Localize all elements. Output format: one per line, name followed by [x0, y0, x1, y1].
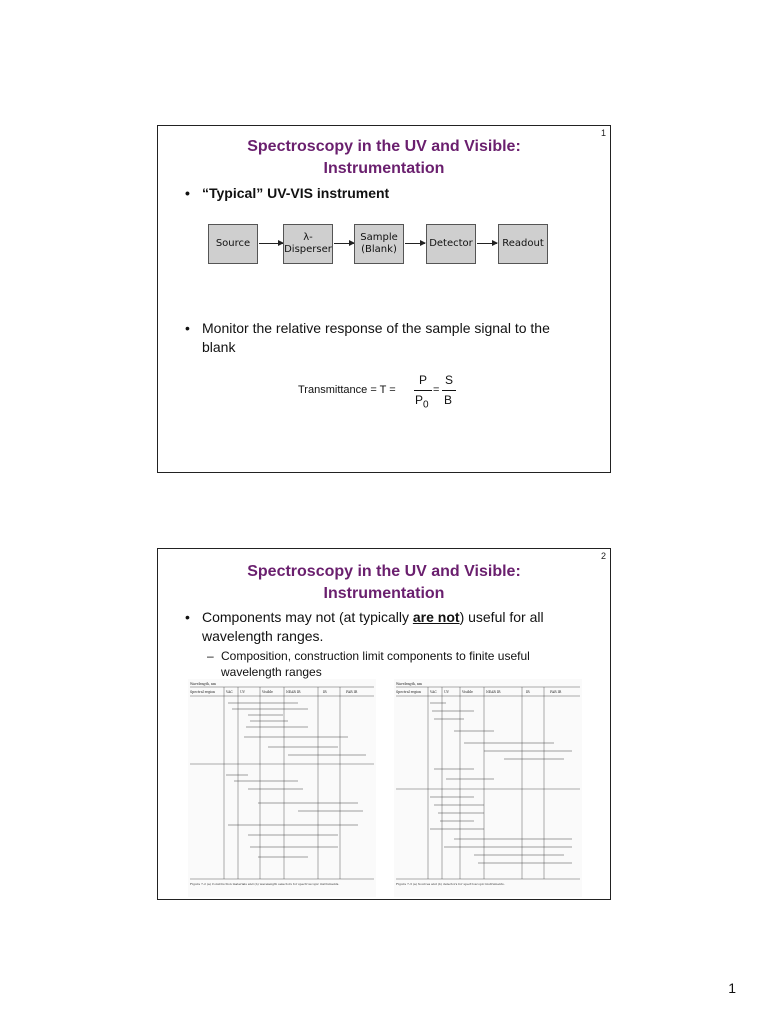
arrow-icon: [405, 243, 425, 244]
region-ir: IR: [323, 690, 327, 694]
region-far-ir: FAR IR: [346, 690, 358, 694]
equation-equals: =: [433, 384, 440, 396]
bullet-components: [185, 608, 544, 646]
readout-label: Readout: [502, 238, 544, 249]
slide-title-line-1: Spectroscopy in the UV and Visible:: [247, 563, 521, 580]
spectral-region-label: Spectral region: [396, 690, 422, 694]
sample-box: [354, 224, 404, 264]
source-box: [208, 224, 258, 264]
figure-caption: Figure 7-3 (a) Sources and (b) detectors for spectroscopic instruments.: [396, 882, 505, 886]
arrow-icon: [334, 243, 354, 244]
bullet-text: “Typical” UV-VIS instrument: [202, 185, 390, 201]
arrow-icon: [477, 243, 497, 244]
slide-number: 2: [600, 551, 606, 561]
disperser-label-line-2: Disperser: [284, 244, 332, 255]
bullet-text-line-1: Monitor the relative response of the sample signal to the: [202, 320, 550, 336]
slide-title-line-2: Instrumentation: [323, 585, 445, 602]
materials-selectors-diagram: [188, 679, 376, 897]
page-number: 1: [728, 980, 736, 996]
detector-label: Detector: [429, 238, 473, 249]
region-vac: VAC: [430, 690, 437, 694]
sub-bullet-composition: [207, 648, 530, 680]
disperser-label-line-1: λ-: [303, 232, 313, 243]
sub-bullet-line-1: Composition, construction limit components to finite useful: [221, 649, 530, 663]
denominator-subscript: 0: [423, 399, 429, 411]
slide-1: [157, 125, 611, 473]
readout-box: [498, 224, 548, 264]
figure-caption: Figure 7-2 (a) Construction materials and (b) wavelength selectors for spectroscopic instruments.: [190, 882, 340, 886]
sources-detectors-diagram: [394, 679, 582, 897]
sample-label-line-1: Sample: [360, 232, 398, 243]
bullet-text-post: ) useful for all: [459, 609, 544, 625]
bullet-dot: •: [185, 320, 190, 336]
dash: –: [207, 649, 214, 663]
equation-denominator-b: B: [444, 393, 453, 407]
equation-numerator-p: P: [419, 373, 428, 387]
sources-detectors-figure: [394, 679, 582, 897]
region-visible: Visible: [262, 690, 273, 694]
equation-numerator-s: S: [445, 373, 454, 387]
slide-title: [158, 136, 610, 180]
fraction-bar: [414, 390, 432, 391]
equation-denominator-p0: [415, 393, 429, 410]
region-uv: UV: [444, 690, 449, 694]
bullet-dot: •: [185, 609, 190, 625]
disperser-box: [283, 224, 333, 264]
region-uv: UV: [240, 690, 245, 694]
slide-number: 1: [600, 128, 606, 138]
region-ir: IR: [526, 690, 530, 694]
spectral-region-label: Spectral region: [190, 690, 216, 694]
bullet-monitor-response: [185, 319, 550, 357]
fraction-bar: [442, 390, 456, 391]
slide-title-line-1: Spectroscopy in the UV and Visible:: [247, 138, 521, 155]
bullet-dot: •: [185, 185, 190, 201]
sub-bullet-line-2: wavelength ranges: [221, 665, 322, 679]
detector-box: [426, 224, 476, 264]
slide-title: [158, 561, 610, 605]
arrow-icon: [259, 243, 283, 244]
region-visible: Visible: [462, 690, 473, 694]
bullet-text-line-2: blank: [202, 339, 236, 355]
sample-label-line-2: (Blank): [361, 244, 397, 255]
wavelength-axis-label: Wavelength, nm: [190, 682, 217, 686]
wavelength-axis-label: Wavelength, nm: [396, 682, 423, 686]
bullet-typical-instrument: [185, 184, 390, 203]
region-near-ir: NEAR IR: [286, 690, 301, 694]
slide-title-line-2: Instrumentation: [323, 160, 445, 177]
equation-lhs: Transmittance = T =: [298, 384, 396, 396]
materials-selectors-figure: [188, 679, 376, 897]
bullet-text-pre: Components may not (at typically: [202, 609, 413, 625]
bullet-emphasis: are not: [412, 609, 460, 625]
source-label: Source: [215, 238, 251, 249]
region-vac: VAC: [226, 690, 233, 694]
region-far-ir: FAR IR: [550, 690, 562, 694]
denominator-p: P: [415, 393, 424, 407]
region-near-ir: NEAR IR: [486, 690, 501, 694]
bullet-text-line-2: wavelength ranges.: [202, 628, 324, 644]
slide-2: [157, 548, 611, 900]
